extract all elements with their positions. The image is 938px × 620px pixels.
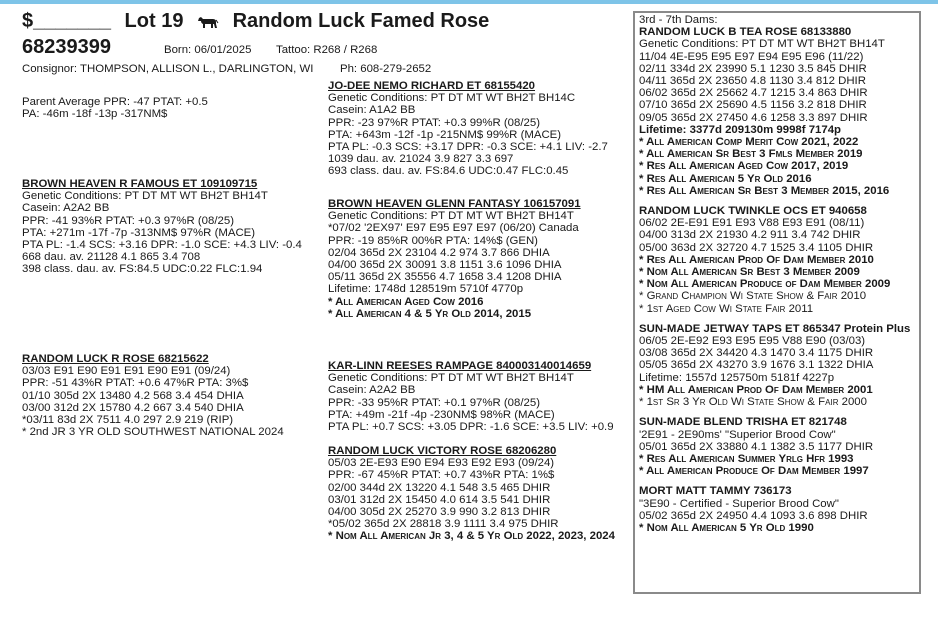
- parent-average-pa: PA: -46m -18f -13p -317NM$: [22, 108, 168, 121]
- sire-of-sire-line: Genetic Conditions: PT DT MT WT BH2T BH14C: [328, 92, 576, 105]
- phone: Ph: 608-279-2652: [340, 63, 432, 75]
- registration-number: 68239399: [22, 36, 111, 58]
- dam-line: 01/10 305d 2X 13480 4.2 568 3.4 454 DHIA: [22, 389, 244, 402]
- dam-line: 03/03 E91 E90 E91 E91 E90 E91 (09/24): [22, 365, 231, 378]
- sire-line: PTA PL: -1.4 SCS: +3.16 DPR: -1.0 SCE: +4.3 LIV: -0.4: [22, 239, 302, 252]
- sire-line: 668 dau. av. 21128 4.1 865 3.4 708: [22, 251, 201, 264]
- fourth-dam-name: RANDOM LUCK TWINKLE OCS ET 940658: [639, 205, 867, 218]
- sire-of-dam-line: Casein: A2A2 BB: [328, 384, 416, 397]
- sire-of-sire-line: 1039 dau. av. 21024 3.9 827 3.3 697: [328, 153, 514, 166]
- sire-of-dam-line: PTA PL: +0.7 SCS: +3.05 DPR: -1.6 SCE: +3.5 LIV: +0.9: [328, 421, 614, 434]
- sire-name: BROWN HEAVEN R FAMOUS ET 109109715: [22, 178, 258, 190]
- dam-record-line: Lifetime: 1557d 125750m 5181f 4227p: [639, 371, 835, 384]
- dam-of-dam-name: RANDOM LUCK VICTORY ROSE 68206280: [328, 445, 557, 457]
- dam-of-dam-line: 03/01 312d 2X 15450 4.0 614 3.5 541 DHIR: [328, 493, 551, 506]
- award-line: * All American Sr Best 3 Fmls Member 2019: [639, 148, 863, 161]
- award-line: * All American 4 & 5 Yr Old 2014, 2015: [328, 307, 532, 320]
- dam-of-dam-line: PPR: -67 45%R PTAT: +0.7 43%R PTA: 1%$: [328, 469, 555, 482]
- dam-name: RANDOM LUCK R ROSE 68215622: [22, 353, 209, 365]
- dam-of-sire-line: Lifetime: 1748d 128519m 5710f 4770p: [328, 283, 524, 296]
- dam-of-sire-line: *07/02 '2EX97' E97 E95 E97 E97 (06/20) Canada: [328, 222, 579, 235]
- sire-of-dam-name: KAR-LINN REESES RAMPAGE 840003140014659: [328, 360, 592, 372]
- sixth-dam-name: SUN-MADE BLEND TRISHA ET 821748: [639, 416, 847, 429]
- award-line: * Res All American 5 Yr Old 2016: [639, 172, 812, 185]
- seventh-dam-name: MORT MATT TAMMY 736173: [639, 485, 792, 498]
- sire-of-sire-line: 693 class. dau. av. FS:84.6 UDC:0.47 FLC:0.45: [328, 165, 569, 178]
- sire-of-dam-line: PTA: +49m -21f -4p -230NM$ 98%R (MACE): [328, 408, 555, 421]
- sire-of-sire-line: PTA: +643m -12f -1p -215NM$ 99%R (MACE): [328, 128, 562, 141]
- sire-of-sire-line: Casein: A1A2 BB: [328, 104, 416, 117]
- sire-of-sire-name: JO-DEE NEMO RICHARD ET 68155420: [328, 80, 535, 92]
- sire-line: PPR: -41 93%R PTAT: +0.3 97%R (08/25): [22, 214, 234, 227]
- dam-line: PPR: -51 43%R PTAT: +0.6 47%R PTA: 3%$: [22, 377, 249, 390]
- dam-of-sire-line: 02/04 365d 2X 23104 4.2 974 3.7 866 DHIA: [328, 246, 550, 259]
- dam-line: * 2nd JR 3 YR OLD SOUTHWEST NATIONAL 2024: [22, 426, 284, 439]
- sire-line: Casein: A2A2 BB: [22, 202, 110, 215]
- award-line: * All American Produce Of Dam Member 1997: [639, 465, 869, 478]
- dam-line: *03/11 83d 2X 7511 4.0 297 2.9 219 (RIP): [22, 414, 234, 427]
- dam-of-sire-block: [328, 198, 581, 320]
- dam-record-line: 11/04 4E-E95 E95 E97 E94 E95 E96 (11/22): [639, 50, 864, 63]
- tattoo: Tattoo: R268 / R268: [276, 44, 378, 56]
- price-blank: $_______: [22, 10, 111, 32]
- award-line: * All American Aged Cow 2016: [328, 295, 484, 308]
- award-line: * 1st Aged Cow Wi State Fair 2011: [639, 302, 814, 315]
- sire-of-dam-line: Genetic Conditions: PT DT MT WT BH2T BH14T: [328, 372, 574, 385]
- parent-average-ppr: Parent Average PPR: -47 PTAT: +0.5: [22, 96, 208, 108]
- sire-line: 398 class. dau. av. FS:84.5 UDC:0.22 FLC:1.94: [22, 263, 263, 276]
- dam-block: [22, 353, 284, 438]
- sire-block: [22, 178, 302, 276]
- dam-of-dam-line: 05/03 2E-E93 E90 E94 E93 E92 E93 (09/24): [328, 457, 555, 470]
- dam-of-sire-line: 04/00 365d 2X 30091 3.8 1151 3.6 1096 DHIA: [328, 259, 562, 272]
- ancestor-dams-content: [639, 14, 910, 534]
- sire-line: PTA: +271m -17f -7p -313NM$ 97%R (MACE): [22, 226, 256, 239]
- sire-of-dam-block: [328, 360, 614, 433]
- award-line: * Res All American Sr Best 3 Member 2015, 2016: [639, 184, 890, 197]
- sire-of-sire-line: PTA PL: -0.3 SCS: +3.17 DPR: -0.3 SCE: +4.1 LIV: -2.7: [328, 141, 608, 154]
- dam-of-dam-line: *05/02 365d 2X 28818 3.9 1111 3.4 975 DHIR: [328, 518, 559, 531]
- sire-of-dam-line: PPR: -33 95%R PTAT: +0.1 97%R (08/25): [328, 396, 540, 409]
- dam-line: 03/00 312d 2X 15780 4.2 667 3.4 540 DHIA: [22, 401, 244, 414]
- lot-header: [22, 9, 497, 33]
- award-line: * Nom All American Sr Best 3 Member 2009: [639, 266, 860, 279]
- born-date: Born: 06/01/2025: [164, 44, 252, 56]
- consignor: Consignor: THOMPSON, ALLISON L., DARLINGTON, WI: [22, 63, 314, 75]
- dam-of-sire-line: 05/11 365d 2X 35556 4.7 1658 3.4 1208 DHIA: [328, 271, 562, 284]
- dam-record-line: 09/05 365d 2X 27450 4.6 1258 3.3 897 DHIR: [639, 111, 868, 124]
- dam-record-line: 06/02 2E-E91 E91 E93 V88 E93 E91 (08/11): [639, 217, 865, 230]
- award-line: * Nom All American Jr 3, 4 & 5 Yr Old 2022, 2023, 2024: [328, 530, 615, 543]
- dam-record-line: 05/05 365d 2X 43270 3.9 1676 3.1 1322 DHIA: [639, 359, 874, 372]
- award-line: * All American Comp Merit Cow 2021, 2022: [639, 136, 859, 149]
- dam-of-sire-name: BROWN HEAVEN GLENN FANTASY 106157091: [328, 198, 581, 210]
- dam-record-line: '2E91 - 2E90ms' "Superior Brood Cow": [639, 428, 836, 441]
- dam-record-line: 07/10 365d 2X 25690 4.5 1156 3.2 818 DHIR: [639, 99, 867, 112]
- award-line: * Res All American Aged Cow 2017, 2019: [639, 160, 849, 173]
- top-accent-bar: [0, 0, 938, 4]
- fifth-dam-name: SUN-MADE JETWAY TAPS ET 865347 Protein Plus: [639, 322, 911, 335]
- dam-of-sire-line: Genetic Conditions: PT DT MT WT BH2T BH14T: [328, 210, 574, 223]
- dam-record-line: 05/01 365d 2X 33880 4.1 1382 3.5 1177 DHIR: [639, 440, 874, 453]
- sire-of-sire-line: PPR: -23 97%R PTAT: +0.3 99%R (08/25): [328, 116, 540, 129]
- dams-box-title: 3rd - 7th Dams:: [639, 14, 718, 26]
- dam-record-line: 05/02 365d 2X 24950 4.4 1093 3.6 898 DHIR: [639, 509, 868, 522]
- dam-record-line: 04/00 313d 2X 21930 4.2 911 3.4 742 DHIR: [639, 229, 861, 242]
- lot-number: Lot 19: [124, 10, 184, 32]
- award-line: * Grand Champion Wi State Show & Fair 2010: [639, 290, 867, 303]
- sire-of-sire-block: [328, 80, 608, 178]
- dam-of-sire-line: PPR: -19 85%R 00%R PTA: 14%$ (GEN): [328, 234, 538, 247]
- dam-of-dam-line: 02/00 344d 2X 13220 4.1 548 3.5 465 DHIR: [328, 481, 551, 494]
- dam-of-dam-block: [328, 445, 615, 543]
- third-dam-name: RANDOM LUCK B TEA ROSE 68133880: [639, 26, 852, 39]
- award-line: * Nom All American 5 Yr Old 1990: [639, 521, 814, 534]
- award-line: * HM All American Prod Of Dam Member 2001: [639, 383, 873, 396]
- award-line: * 1st Sr 3 Yr Old Wi State Show & Fair 2000: [639, 396, 867, 409]
- dam-record-line: Genetic Conditions: PT DT MT WT BH2T BH14T: [639, 38, 885, 51]
- dam-record-line: 04/11 365d 2X 23650 4.8 1130 3.4 812 DHIR: [639, 75, 866, 88]
- sire-line: Genetic Conditions: PT DT MT WT BH2T BH14T: [22, 190, 268, 203]
- animal-name: Random Luck Famed Rose: [232, 10, 490, 32]
- award-line: * Res All American Summer Yrlg Hfr 1993: [639, 452, 854, 465]
- dam-record-line: 02/11 334d 2X 23990 5.1 1230 3.5 845 DHIR: [639, 62, 867, 75]
- cow-icon: [197, 10, 225, 32]
- dam-record-line: 05/00 363d 2X 32720 4.7 1525 3.4 1105 DHIR: [639, 241, 874, 254]
- dam-record-line: 03/08 365d 2X 34420 4.3 1470 3.4 1175 DHIR: [639, 347, 874, 360]
- dam-record-line: 06/05 2E-E92 E93 E95 E95 V88 E90 (03/03): [639, 335, 866, 348]
- dam-of-dam-line: 04/00 305d 2X 25270 3.9 990 3.2 813 DHIR: [328, 506, 551, 519]
- dam-record-line: "3E90 - Certified - Superior Brood Cow": [639, 497, 839, 510]
- lifetime-line: Lifetime: 3377d 209130m 9998f 7174p: [639, 123, 841, 136]
- award-line: * Res All American Prod Of Dam Member 2010: [639, 253, 874, 266]
- parent-average: [22, 96, 208, 120]
- dam-record-line: 06/02 365d 2X 25662 4.7 1215 3.4 863 DHIR: [639, 87, 868, 100]
- award-line: * Nom All American Produce of Dam Member 2009: [639, 278, 891, 291]
